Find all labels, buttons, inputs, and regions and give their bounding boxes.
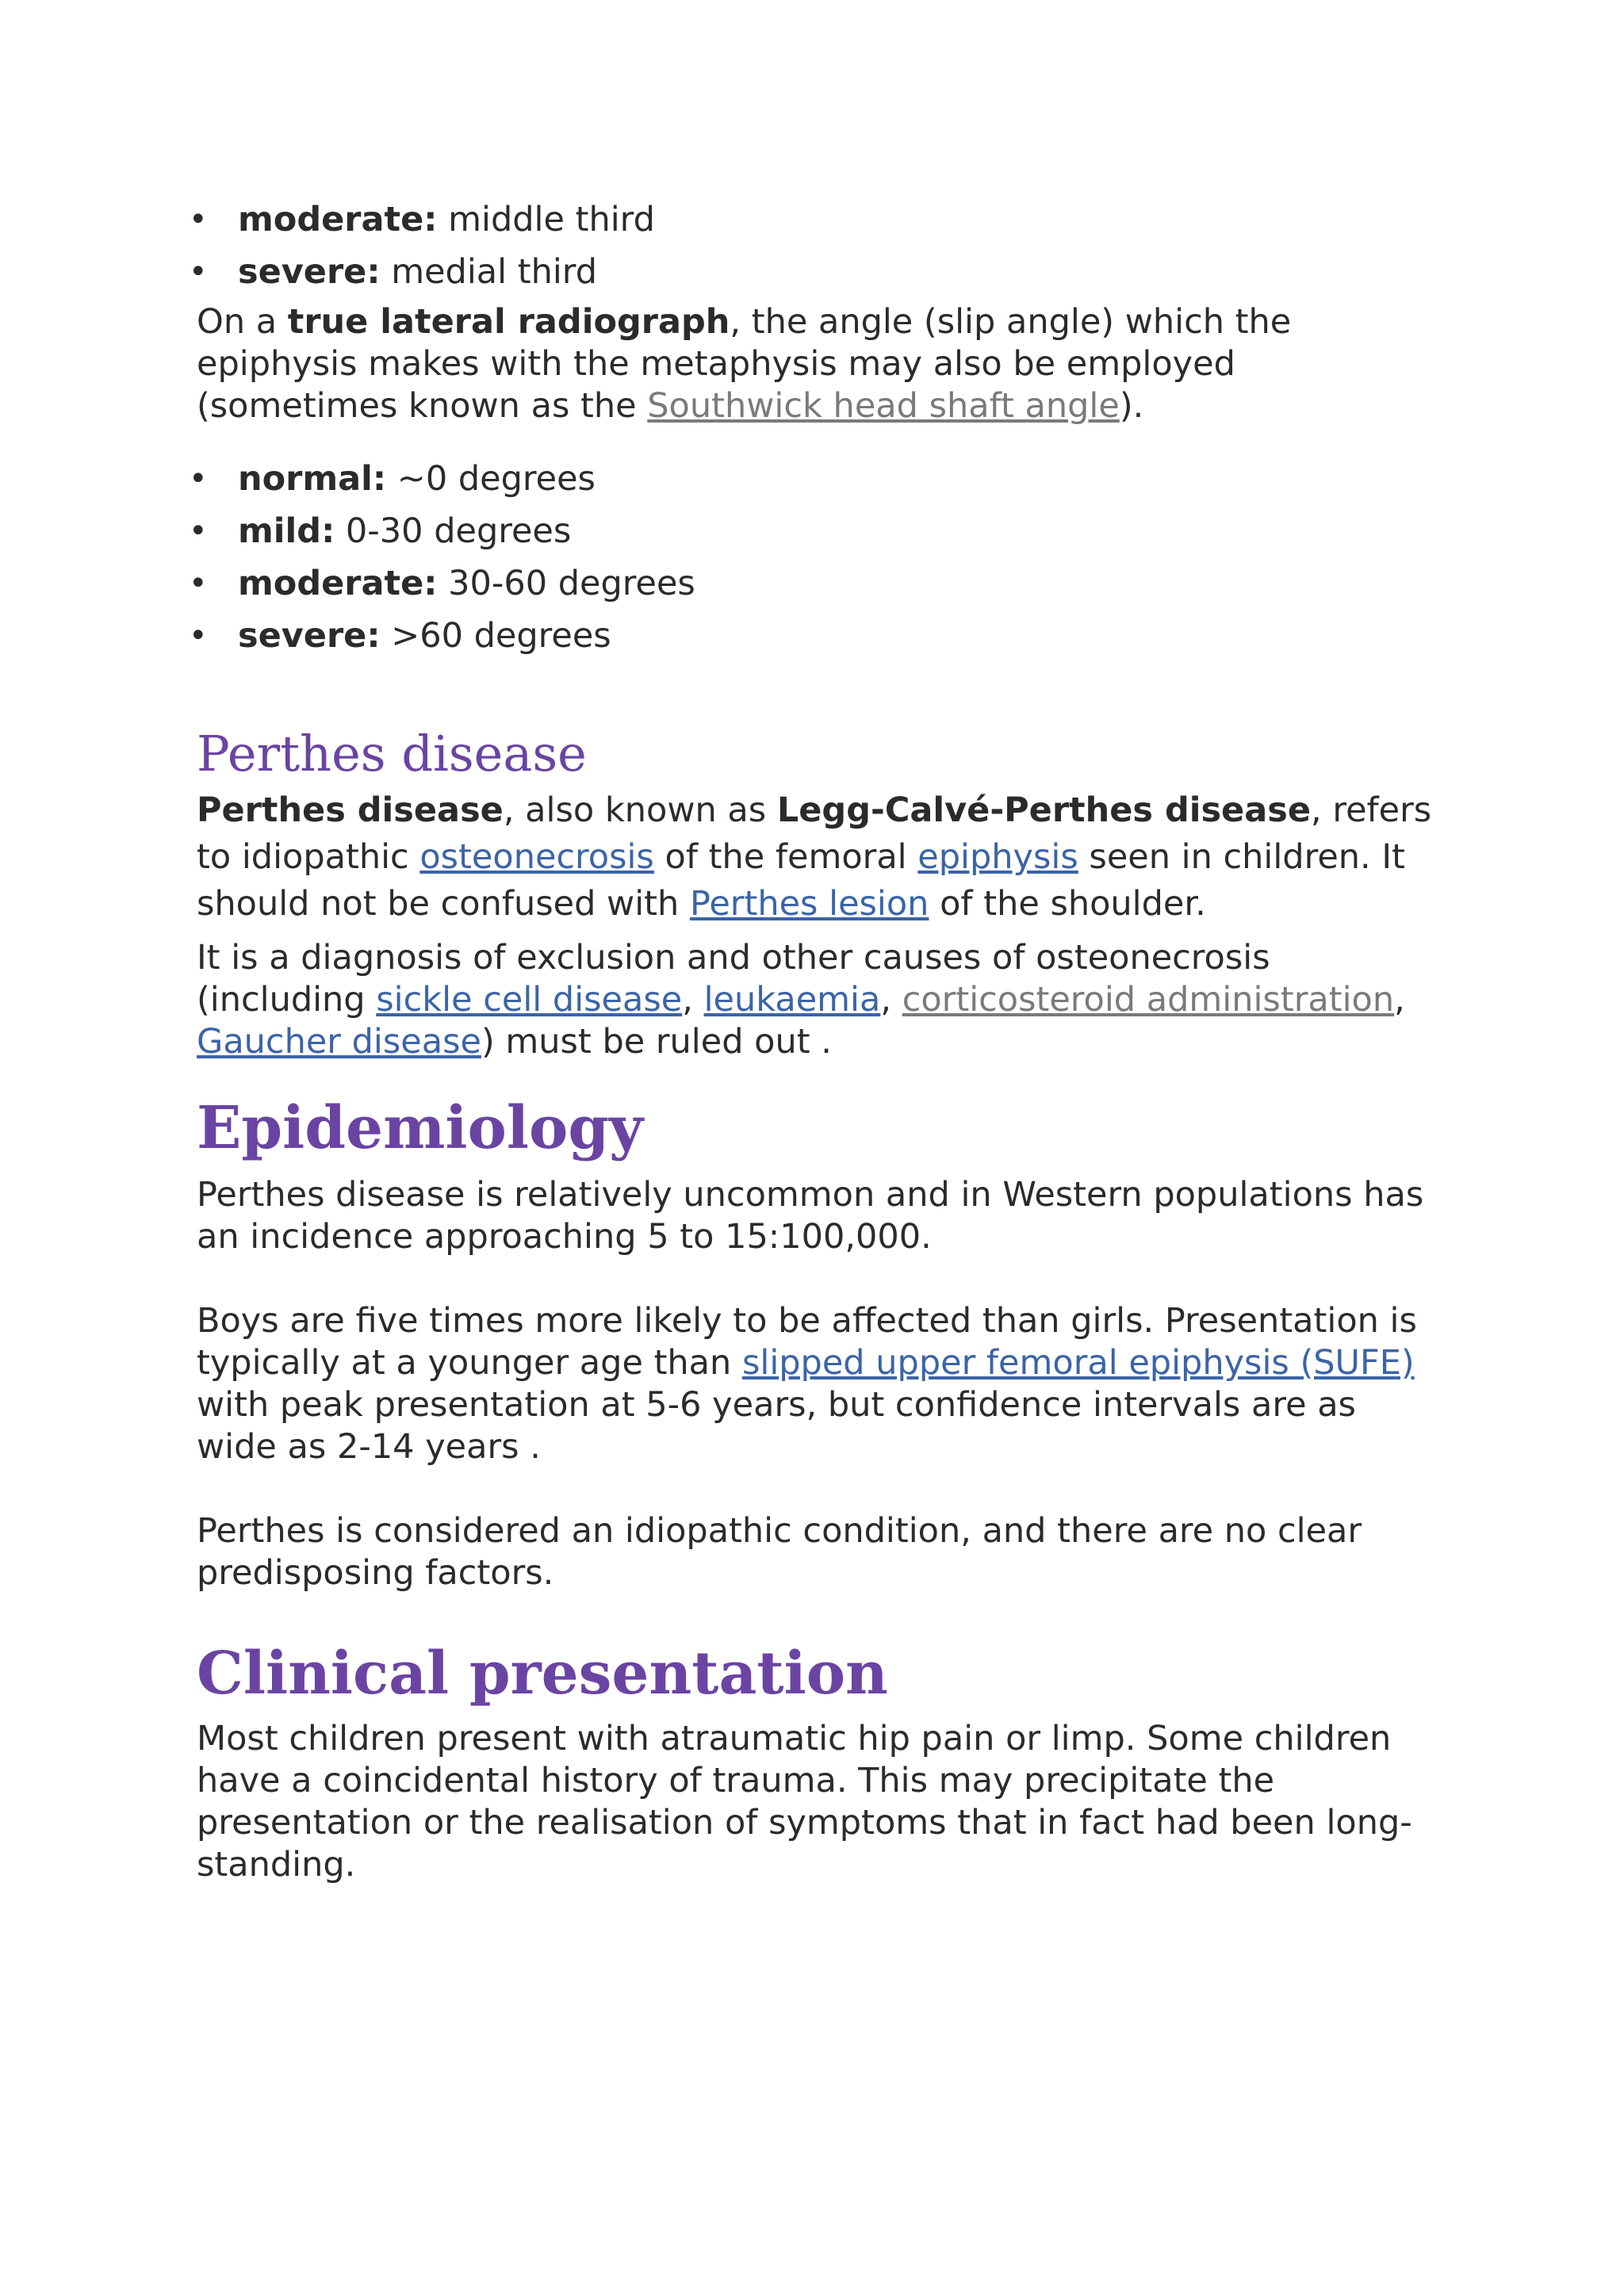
bullet-icon: • <box>189 618 208 654</box>
severity-list <box>189 193 1434 298</box>
perthes-intro-paragraph: Perthes disease, also known as Legg-Calvé-Perthes disease, refers to idiopathic osteonecrosis of the femoral epiphysis seen in children. It should not be confused with Perthes lesion of the shoulder. <box>197 790 1432 924</box>
sickle-cell-link[interactable]: sickle cell disease <box>376 980 683 1020</box>
epidemiology-paragraph-1: Perthes disease is relatively uncommon and in Western populations has an incidence approaching 5 to 15:100,000. <box>197 1175 1424 1257</box>
epiphysis-link[interactable]: epiphysis <box>917 837 1078 877</box>
leukaemia-link[interactable]: leukaemia <box>703 980 881 1020</box>
list-item: • severe: >60 degrees <box>197 610 1434 662</box>
clinical-presentation-heading: Clinical presentation <box>197 1640 888 1708</box>
sufe-link[interactable]: slipped upper femoral epiphysis (SUFE) <box>741 1343 1415 1383</box>
southwick-angle-link[interactable]: Southwick head shaft angle <box>647 386 1120 426</box>
epidemiology-heading: Epidemiology <box>197 1094 644 1162</box>
list-item: • mild: 0-30 degrees <box>197 505 1434 557</box>
perthes-exclusion-paragraph: It is a diagnosis of exclusion and other causes of osteonecrosis (including sickle cell disease, leukaemia, corticosteroid administration, Gaucher disease) must be ruled out . <box>197 938 1405 1062</box>
bullet-icon: • <box>189 513 208 549</box>
slip-angle-paragraph: On a true lateral radiograph, the angle (slip angle) which the epiphysis makes with the metaphysis may also be employed (sometimes known as the Southwick head shaft angle). <box>197 302 1292 426</box>
corticosteroid-link[interactable]: corticosteroid administration <box>902 980 1395 1020</box>
gaucher-disease-link[interactable]: Gaucher disease <box>197 1022 481 1062</box>
document-page <box>189 190 1434 1886</box>
bullet-icon: • <box>189 254 208 290</box>
osteonecrosis-link[interactable]: osteonecrosis <box>419 837 654 877</box>
list-item: • moderate: middle third <box>197 193 1434 246</box>
list-item: • severe: medial third <box>197 246 1434 298</box>
list-item: • normal: ~0 degrees <box>197 453 1434 505</box>
epidemiology-paragraph-3: Perthes is considered an idiopathic condition, and there are no clear predisposing factors. <box>197 1511 1362 1593</box>
perthes-lesion-link[interactable]: Perthes lesion <box>689 884 929 924</box>
slip-angle-list <box>189 453 1434 662</box>
bullet-icon: • <box>189 461 208 497</box>
epidemiology-paragraph-2: Boys are five times more likely to be affected than girls. Presentation is typically at a younger age than slipped upper femoral epiphysis (SUFE) with peak presentation at 5-6 years, but confidence intervals are as wide as 2-14 years . <box>197 1301 1417 1467</box>
clinical-paragraph: Most children present with atraumatic hip pain or limp. Some children have a coincidental history of trauma. This may precipitate the presentation or the realisation of symptoms that in fact had been long-standing. <box>197 1719 1412 1885</box>
perthes-heading: Perthes disease <box>197 725 587 783</box>
bullet-icon: • <box>189 201 208 238</box>
list-item: • moderate: 30-60 degrees <box>197 557 1434 610</box>
bullet-icon: • <box>189 565 208 602</box>
